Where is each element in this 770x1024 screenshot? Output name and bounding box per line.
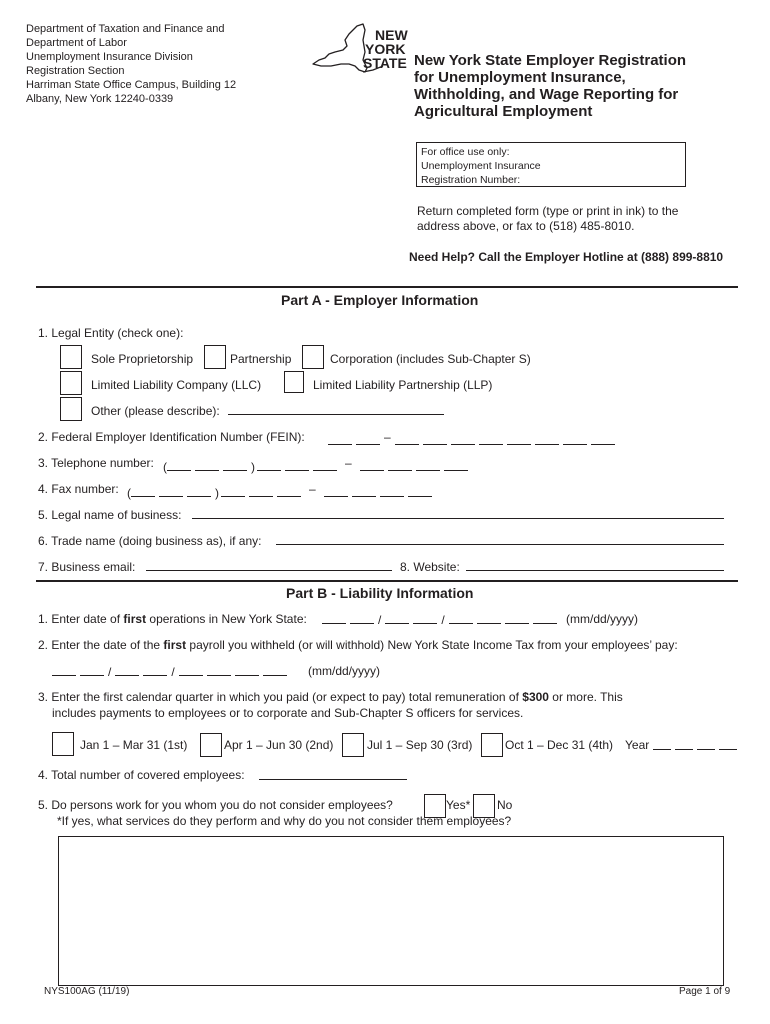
address-line: Registration Section [26,65,125,77]
first-quarter-label [38,690,623,704]
year-field[interactable] [653,738,741,753]
llc-label: Limited Liability Company (LLC) [91,378,262,392]
quarter-2-label: Apr 1 – Jun 30 (2nd) [224,738,334,752]
text-segment: 2. Enter the date of the [38,638,164,652]
form-title [414,52,734,120]
llp-label: Limited Liability Partnership (LLP) [313,378,493,392]
part-b-title: Part B - Liability Information [286,585,474,601]
date-slash: / [378,613,382,627]
office-use-line: Registration Number: [421,174,521,186]
state-outline-icon [305,20,411,80]
title-line: New York State Employer Registration [414,52,687,69]
telephone-dash: – [345,456,352,470]
llc-checkbox[interactable] [60,371,82,395]
corporation-checkbox[interactable] [302,345,324,369]
nys-logo [305,20,411,80]
logo-word: YORK [365,41,406,57]
emphasis-text: first [123,612,147,626]
logo-word: STATE [363,55,407,71]
close-paren: ) [215,486,219,500]
quarter-3-label: Jul 1 – Sep 30 (3rd) [367,738,473,752]
text-segment: 1. Enter date of [38,612,124,626]
text-segment: 3. Enter the first calendar quarter in which you paid (or expect to pay) total remuneration of [38,690,523,704]
text-segment: operations in New York State: [146,612,307,626]
other-entity-label: Other (please describe): [91,404,220,418]
page-number: Page 1 of 9 [679,986,731,997]
first-payroll-date-field[interactable] [52,664,291,679]
business-email-field[interactable] [146,570,392,571]
quarter-4-label: Oct 1 – Dec 31 (4th) [505,738,614,752]
office-use-line: Unemployment Insurance [421,160,541,172]
address-line: Harriman State Office Campus, Building 12 [26,79,237,91]
corporation-label: Corporation (includes Sub-Chapter S) [330,352,531,366]
title-line: for Unemployment Insurance, [414,69,626,86]
telephone-field[interactable] [163,456,472,474]
address-line: Albany, New York 12240-0339 [26,93,174,105]
trade-name-label: 6. Trade name (doing business as), if any: [38,534,262,548]
section-divider [36,580,738,582]
legal-name-field[interactable] [192,518,724,519]
emphasis-text: first [163,638,187,652]
other-entity-checkbox[interactable] [60,397,82,421]
first-payroll-label [38,638,678,652]
fein-dash: – [384,430,391,444]
date-slash: / [441,613,445,627]
text-segment: or more. This [548,690,623,704]
no-label: No [497,798,513,812]
covered-employees-label: 4. Total number of covered employees: [38,768,245,782]
website-field[interactable] [466,570,724,571]
title-line: Agricultural Employment [414,103,593,120]
date-slash: / [108,665,112,679]
close-paren: ) [251,460,255,474]
quarter-3-checkbox[interactable] [342,733,364,757]
office-use-line: For office use only: [421,146,510,158]
legal-entity-label: 1. Legal Entity (check one): [38,326,184,340]
first-quarter-note: includes payments to employees or to corporate and Sub-Chapter S officers for services. [52,706,524,720]
open-paren: ( [127,486,131,500]
form-id: NYS100AG (11/19) [44,986,130,997]
business-email-label: 7. Business email: [38,560,136,574]
emphasis-text: $300 [522,690,549,704]
address-line: Department of Labor [26,37,127,49]
help-hotline: Need Help? Call the Employer Hotline at (888) 899-8810 [409,250,724,264]
date-slash: / [171,665,175,679]
quarter-1-checkbox[interactable] [52,732,74,756]
sole-proprietorship-label: Sole Proprietorship [91,352,194,366]
quarter-1-label: Jan 1 – Mar 31 (1st) [80,738,188,752]
office-use-box [416,142,686,187]
non-employees-question: 5. Do persons work for you whom you do not consider employees? [38,798,393,812]
sole-proprietorship-checkbox[interactable] [60,345,82,369]
partnership-checkbox[interactable] [204,345,226,369]
website-label: 8. Website: [400,560,460,574]
first-operations-label [38,612,307,626]
fein-field[interactable] [328,430,619,448]
yes-label: Yes* [446,798,471,812]
telephone-label: 3. Telephone number: [38,456,154,470]
partnership-label: Partnership [230,352,292,366]
services-explanation-textarea[interactable] [58,836,724,986]
llp-checkbox[interactable] [284,371,304,393]
fax-label: 4. Fax number: [38,482,119,496]
address-line: Department of Taxation and Finance and [26,23,225,35]
fax-field[interactable] [127,482,436,500]
fein-label: 2. Federal Employer Identification Number (FEIN): [38,430,305,444]
first-operations-date-field[interactable] [322,612,561,627]
quarter-2-checkbox[interactable] [200,733,222,757]
address-line: Unemployment Insurance Division [26,51,193,63]
open-paren: ( [163,460,167,474]
quarter-4-checkbox[interactable] [481,733,503,757]
part-a-title: Part A - Employer Information [281,292,479,308]
date-format-hint: (mm/dd/yyyy) [566,612,638,626]
trade-name-field[interactable] [276,544,724,545]
section-divider [36,286,738,288]
text-segment: payroll you withheld (or will withhold) New York State Income Tax from your employees’ pay: [186,638,678,652]
legal-name-label: 5. Legal name of business: [38,508,182,522]
title-line: Withholding, and Wage Reporting for [414,86,679,103]
date-format-hint: (mm/dd/yyyy) [308,664,380,678]
return-instructions: Return completed form (type or print in ink) to the address above, or fax to (518) 485-8010. [417,204,679,233]
fax-dash: – [309,482,316,496]
agency-address [26,22,236,106]
other-entity-field[interactable] [228,414,444,415]
logo-word: NEW [375,27,408,43]
non-employees-note: *If yes, what services do they perform and why do you not consider them employees? [57,814,512,828]
covered-employees-field[interactable] [259,779,407,780]
year-label: Year [625,738,650,752]
